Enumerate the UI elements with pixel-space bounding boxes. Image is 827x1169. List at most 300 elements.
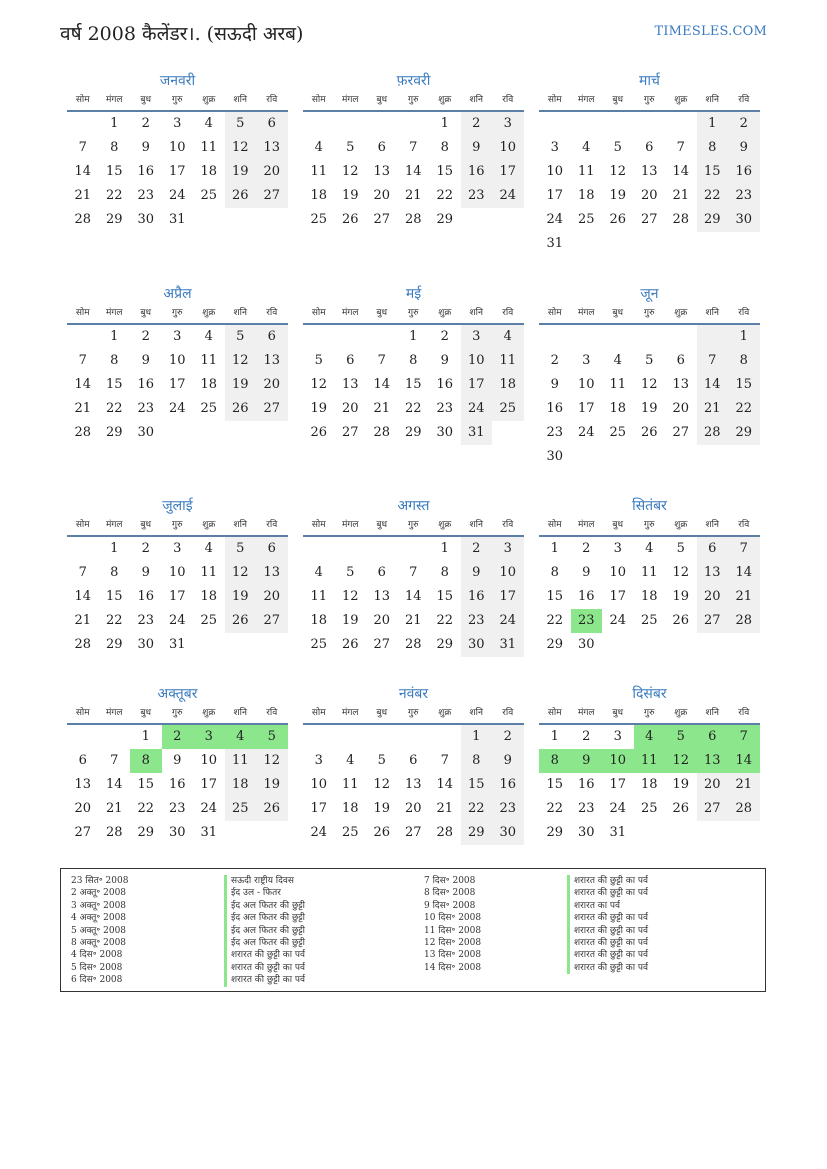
- day-cell[interactable]: 30: [168, 825, 186, 840]
- day-cell[interactable]: 2: [550, 353, 559, 368]
- day-cell[interactable]: 21: [672, 188, 690, 203]
- day-cell[interactable]: 17: [461, 373, 493, 397]
- day-cell[interactable]: 31: [168, 637, 186, 652]
- day-cell[interactable]: 25: [200, 613, 218, 628]
- day-cell[interactable]: 24: [200, 801, 218, 816]
- day-cell[interactable]: 21: [74, 188, 92, 203]
- day-cell[interactable]: 16: [137, 377, 155, 392]
- day-cell[interactable]: 17: [168, 377, 186, 392]
- day-cell[interactable]: 12: [672, 565, 690, 580]
- day-cell[interactable]: 15: [436, 589, 454, 604]
- day-cell[interactable]: 21: [728, 773, 760, 797]
- day-cell[interactable]: 20: [256, 160, 288, 184]
- day-cell[interactable]: 10: [168, 565, 186, 580]
- day-cell[interactable]: 6: [409, 753, 418, 768]
- day-cell[interactable]: 17: [168, 164, 186, 179]
- day-cell[interactable]: 29: [137, 825, 155, 840]
- day-cell[interactable]: 26: [341, 637, 359, 652]
- day-cell[interactable]: 27: [74, 825, 92, 840]
- day-cell[interactable]: 14: [373, 377, 391, 392]
- day-cell[interactable]: 20: [672, 401, 690, 416]
- day-cell[interactable]: 18: [640, 589, 658, 604]
- day-cell[interactable]: 9: [550, 377, 559, 392]
- day-cell[interactable]: 7: [676, 140, 685, 155]
- day-cell[interactable]: 15: [436, 164, 454, 179]
- day-cell[interactable]: 17: [492, 160, 524, 184]
- day-cell[interactable]: 13: [341, 377, 359, 392]
- day-cell[interactable]: 19: [640, 401, 658, 416]
- day-cell[interactable]: 20: [404, 801, 422, 816]
- day-cell[interactable]: 8: [728, 349, 760, 373]
- day-cell[interactable]: 5: [225, 112, 257, 136]
- day-cell[interactable]: 24: [168, 613, 186, 628]
- day-cell[interactable]: 18: [200, 164, 218, 179]
- day-cell[interactable]: 1: [409, 329, 418, 344]
- day-cell[interactable]: 3: [173, 541, 182, 556]
- day-cell[interactable]: 29: [461, 821, 493, 845]
- day-cell[interactable]: 8: [539, 749, 571, 773]
- day-cell[interactable]: 7: [697, 349, 729, 373]
- day-cell[interactable]: 2: [162, 725, 194, 749]
- day-cell[interactable]: 19: [373, 801, 391, 816]
- day-cell[interactable]: 28: [404, 212, 422, 227]
- day-cell[interactable]: 30: [492, 821, 524, 845]
- day-cell[interactable]: 11: [492, 349, 524, 373]
- day-cell[interactable]: 8: [550, 565, 559, 580]
- day-cell[interactable]: 1: [110, 541, 119, 556]
- day-cell[interactable]: 29: [105, 212, 123, 227]
- day-cell[interactable]: 10: [577, 377, 595, 392]
- day-cell[interactable]: 21: [697, 397, 729, 421]
- day-cell[interactable]: 27: [404, 825, 422, 840]
- day-cell[interactable]: 8: [130, 749, 162, 773]
- day-cell[interactable]: 15: [404, 377, 422, 392]
- day-cell[interactable]: 21: [404, 613, 422, 628]
- day-cell[interactable]: 27: [256, 397, 288, 421]
- day-cell[interactable]: 23: [137, 188, 155, 203]
- day-cell[interactable]: 2: [582, 729, 591, 744]
- day-cell[interactable]: 11: [634, 749, 666, 773]
- day-cell[interactable]: 26: [373, 825, 391, 840]
- day-cell[interactable]: 11: [577, 164, 595, 179]
- day-cell[interactable]: 15: [105, 377, 123, 392]
- day-cell[interactable]: 14: [728, 561, 760, 585]
- day-cell[interactable]: 26: [310, 425, 328, 440]
- day-cell[interactable]: 24: [577, 425, 595, 440]
- day-cell[interactable]: 1: [461, 725, 493, 749]
- day-cell[interactable]: 14: [404, 164, 422, 179]
- day-cell[interactable]: 22: [546, 801, 564, 816]
- day-cell[interactable]: 23: [461, 609, 493, 633]
- day-cell[interactable]: 7: [728, 725, 760, 749]
- day-cell[interactable]: 10: [461, 349, 493, 373]
- day-cell[interactable]: 30: [436, 425, 454, 440]
- day-cell[interactable]: 29: [546, 825, 564, 840]
- day-cell[interactable]: 19: [341, 188, 359, 203]
- day-cell[interactable]: 27: [256, 184, 288, 208]
- day-cell[interactable]: 21: [728, 585, 760, 609]
- day-cell[interactable]: 25: [310, 637, 328, 652]
- day-cell[interactable]: 9: [141, 353, 150, 368]
- day-cell[interactable]: 19: [256, 773, 288, 797]
- day-cell[interactable]: 12: [225, 136, 257, 160]
- day-cell[interactable]: 8: [110, 565, 119, 580]
- day-cell[interactable]: 14: [436, 777, 454, 792]
- day-cell[interactable]: 10: [492, 561, 524, 585]
- day-cell[interactable]: 24: [492, 184, 524, 208]
- day-cell[interactable]: 4: [225, 725, 257, 749]
- day-cell[interactable]: 25: [609, 425, 627, 440]
- day-cell[interactable]: 31: [546, 236, 564, 251]
- day-cell[interactable]: 10: [310, 777, 328, 792]
- day-cell[interactable]: 31: [492, 633, 524, 657]
- day-cell[interactable]: 10: [200, 753, 218, 768]
- day-cell[interactable]: 24: [546, 212, 564, 227]
- day-cell[interactable]: 4: [204, 329, 213, 344]
- day-cell[interactable]: 6: [377, 565, 386, 580]
- day-cell[interactable]: 27: [373, 212, 391, 227]
- day-cell[interactable]: 21: [105, 801, 123, 816]
- day-cell[interactable]: 18: [609, 401, 627, 416]
- day-cell[interactable]: 5: [256, 725, 288, 749]
- day-cell[interactable]: 18: [310, 613, 328, 628]
- day-cell[interactable]: 23: [546, 425, 564, 440]
- day-cell[interactable]: 8: [409, 353, 418, 368]
- day-cell[interactable]: 3: [582, 353, 591, 368]
- day-cell[interactable]: 6: [697, 725, 729, 749]
- day-cell[interactable]: 31: [200, 825, 218, 840]
- day-cell[interactable]: 7: [78, 353, 87, 368]
- day-cell[interactable]: 7: [409, 140, 418, 155]
- day-cell[interactable]: 20: [341, 401, 359, 416]
- day-cell[interactable]: 15: [697, 160, 729, 184]
- day-cell[interactable]: 6: [697, 537, 729, 561]
- day-cell[interactable]: 22: [546, 613, 564, 628]
- day-cell[interactable]: 25: [200, 188, 218, 203]
- day-cell[interactable]: 19: [225, 585, 257, 609]
- day-cell[interactable]: 23: [137, 401, 155, 416]
- day-cell[interactable]: 13: [256, 349, 288, 373]
- day-cell[interactable]: 11: [200, 140, 218, 155]
- day-cell[interactable]: 27: [640, 212, 658, 227]
- day-cell[interactable]: 10: [546, 164, 564, 179]
- day-cell[interactable]: 20: [697, 585, 729, 609]
- day-cell[interactable]: 22: [728, 397, 760, 421]
- day-cell[interactable]: 29: [105, 425, 123, 440]
- day-cell[interactable]: 14: [105, 777, 123, 792]
- day-cell[interactable]: 14: [74, 589, 92, 604]
- day-cell[interactable]: 30: [577, 637, 595, 652]
- day-cell[interactable]: 17: [546, 188, 564, 203]
- day-cell[interactable]: 13: [640, 164, 658, 179]
- day-cell[interactable]: 24: [310, 825, 328, 840]
- day-cell[interactable]: 27: [672, 425, 690, 440]
- day-cell[interactable]: 28: [728, 609, 760, 633]
- day-cell[interactable]: 21: [74, 613, 92, 628]
- day-cell[interactable]: 10: [602, 749, 634, 773]
- day-cell[interactable]: 19: [672, 589, 690, 604]
- day-cell[interactable]: 26: [672, 801, 690, 816]
- day-cell[interactable]: 30: [546, 449, 564, 464]
- day-cell[interactable]: 14: [74, 377, 92, 392]
- day-cell[interactable]: 18: [225, 773, 257, 797]
- day-cell[interactable]: 4: [314, 565, 323, 580]
- day-cell[interactable]: 13: [697, 561, 729, 585]
- day-cell[interactable]: 4: [613, 353, 622, 368]
- day-cell[interactable]: 3: [193, 725, 225, 749]
- day-cell[interactable]: 24: [168, 401, 186, 416]
- day-cell[interactable]: 28: [74, 212, 92, 227]
- day-cell[interactable]: 26: [609, 212, 627, 227]
- day-cell[interactable]: 20: [640, 188, 658, 203]
- day-cell[interactable]: 29: [404, 425, 422, 440]
- day-cell[interactable]: 2: [461, 112, 493, 136]
- day-cell[interactable]: 26: [672, 613, 690, 628]
- day-cell[interactable]: 3: [461, 325, 493, 349]
- day-cell[interactable]: 26: [256, 797, 288, 821]
- day-cell[interactable]: 6: [78, 753, 87, 768]
- day-cell[interactable]: 12: [373, 777, 391, 792]
- day-cell[interactable]: 14: [728, 749, 760, 773]
- day-cell[interactable]: 14: [697, 373, 729, 397]
- day-cell[interactable]: 15: [137, 777, 155, 792]
- day-cell[interactable]: 5: [665, 725, 697, 749]
- day-cell[interactable]: 12: [665, 749, 697, 773]
- day-cell[interactable]: 28: [74, 425, 92, 440]
- day-cell[interactable]: 24: [461, 397, 493, 421]
- day-cell[interactable]: 13: [373, 589, 391, 604]
- day-cell[interactable]: 1: [697, 112, 729, 136]
- day-cell[interactable]: 17: [168, 589, 186, 604]
- day-cell[interactable]: 18: [341, 801, 359, 816]
- day-cell[interactable]: 13: [373, 164, 391, 179]
- day-cell[interactable]: 18: [200, 377, 218, 392]
- day-cell[interactable]: 4: [492, 325, 524, 349]
- day-cell[interactable]: 9: [173, 753, 182, 768]
- day-cell[interactable]: 26: [640, 425, 658, 440]
- day-cell[interactable]: 16: [546, 401, 564, 416]
- day-cell[interactable]: 3: [314, 753, 323, 768]
- day-cell[interactable]: 22: [105, 401, 123, 416]
- day-cell[interactable]: 9: [141, 140, 150, 155]
- day-cell[interactable]: 25: [640, 613, 658, 628]
- day-cell[interactable]: 9: [582, 565, 591, 580]
- day-cell[interactable]: 27: [256, 609, 288, 633]
- day-cell[interactable]: 26: [225, 184, 257, 208]
- day-cell[interactable]: 23: [436, 401, 454, 416]
- day-cell[interactable]: 12: [341, 589, 359, 604]
- day-cell[interactable]: 20: [373, 188, 391, 203]
- day-cell[interactable]: 19: [609, 188, 627, 203]
- day-cell[interactable]: 4: [204, 541, 213, 556]
- day-cell[interactable]: 12: [310, 377, 328, 392]
- day-cell[interactable]: 28: [404, 637, 422, 652]
- day-cell[interactable]: 5: [645, 353, 654, 368]
- day-cell[interactable]: 11: [200, 565, 218, 580]
- day-cell[interactable]: 5: [346, 140, 355, 155]
- day-cell[interactable]: 12: [341, 164, 359, 179]
- day-cell[interactable]: 12: [640, 377, 658, 392]
- day-cell[interactable]: 1: [110, 116, 119, 131]
- day-cell[interactable]: 8: [461, 749, 493, 773]
- day-cell[interactable]: 2: [461, 537, 493, 561]
- day-cell[interactable]: 6: [256, 537, 288, 561]
- day-cell[interactable]: 28: [436, 825, 454, 840]
- day-cell[interactable]: 1: [440, 541, 449, 556]
- day-cell[interactable]: 19: [225, 373, 257, 397]
- day-cell[interactable]: 12: [256, 749, 288, 773]
- day-cell[interactable]: 16: [461, 585, 493, 609]
- day-cell[interactable]: 30: [577, 825, 595, 840]
- day-cell[interactable]: 10: [168, 353, 186, 368]
- day-cell[interactable]: 8: [440, 140, 449, 155]
- day-cell[interactable]: 11: [310, 589, 328, 604]
- day-cell[interactable]: 22: [137, 801, 155, 816]
- day-cell[interactable]: 4: [314, 140, 323, 155]
- day-cell[interactable]: 29: [728, 421, 760, 445]
- day-cell[interactable]: 12: [225, 561, 257, 585]
- day-cell[interactable]: 25: [200, 401, 218, 416]
- day-cell[interactable]: 31: [609, 825, 627, 840]
- day-cell[interactable]: 22: [697, 184, 729, 208]
- day-cell[interactable]: 5: [225, 325, 257, 349]
- day-cell[interactable]: 25: [225, 797, 257, 821]
- day-cell[interactable]: 7: [110, 753, 119, 768]
- day-cell[interactable]: 5: [613, 140, 622, 155]
- day-cell[interactable]: 15: [546, 589, 564, 604]
- day-cell[interactable]: 24: [492, 609, 524, 633]
- day-cell[interactable]: 28: [728, 797, 760, 821]
- day-cell[interactable]: 2: [141, 116, 150, 131]
- day-cell[interactable]: 31: [168, 212, 186, 227]
- day-cell[interactable]: 12: [609, 164, 627, 179]
- day-cell[interactable]: 6: [256, 112, 288, 136]
- day-cell[interactable]: 3: [492, 537, 524, 561]
- day-cell[interactable]: 16: [168, 777, 186, 792]
- day-cell[interactable]: 17: [200, 777, 218, 792]
- day-cell[interactable]: 8: [697, 136, 729, 160]
- day-cell[interactable]: 21: [404, 188, 422, 203]
- day-cell[interactable]: 4: [582, 140, 591, 155]
- day-cell[interactable]: 3: [613, 729, 622, 744]
- day-cell[interactable]: 20: [256, 585, 288, 609]
- day-cell[interactable]: 12: [225, 349, 257, 373]
- day-cell[interactable]: 8: [440, 565, 449, 580]
- day-cell[interactable]: 29: [436, 212, 454, 227]
- day-cell[interactable]: 2: [582, 541, 591, 556]
- day-cell[interactable]: 29: [105, 637, 123, 652]
- day-cell[interactable]: 23: [137, 613, 155, 628]
- day-cell[interactable]: 13: [256, 561, 288, 585]
- day-cell[interactable]: 7: [78, 565, 87, 580]
- day-cell[interactable]: 18: [492, 373, 524, 397]
- day-cell[interactable]: 18: [577, 188, 595, 203]
- day-cell[interactable]: 5: [225, 537, 257, 561]
- day-cell[interactable]: 16: [577, 589, 595, 604]
- day-cell[interactable]: 15: [728, 373, 760, 397]
- day-cell[interactable]: 20: [74, 801, 92, 816]
- day-cell[interactable]: 2: [440, 329, 449, 344]
- day-cell[interactable]: 23: [168, 801, 186, 816]
- day-cell[interactable]: 6: [676, 353, 685, 368]
- day-cell[interactable]: 17: [492, 585, 524, 609]
- day-cell[interactable]: 24: [609, 801, 627, 816]
- day-cell[interactable]: 24: [168, 188, 186, 203]
- day-cell[interactable]: 19: [672, 777, 690, 792]
- day-cell[interactable]: 4: [204, 116, 213, 131]
- day-cell[interactable]: 7: [440, 753, 449, 768]
- day-cell[interactable]: 2: [141, 541, 150, 556]
- day-cell[interactable]: 28: [697, 421, 729, 445]
- day-cell[interactable]: 20: [697, 773, 729, 797]
- day-cell[interactable]: 15: [105, 589, 123, 604]
- day-cell[interactable]: 25: [640, 801, 658, 816]
- day-cell[interactable]: 28: [672, 212, 690, 227]
- day-cell[interactable]: 2: [141, 329, 150, 344]
- day-cell[interactable]: 4: [634, 725, 666, 749]
- day-cell[interactable]: 1: [110, 329, 119, 344]
- day-cell[interactable]: 7: [409, 565, 418, 580]
- day-cell[interactable]: 5: [377, 753, 386, 768]
- day-cell[interactable]: 3: [492, 112, 524, 136]
- day-cell[interactable]: 16: [492, 773, 524, 797]
- day-cell[interactable]: 13: [74, 777, 92, 792]
- day-cell[interactable]: 3: [550, 140, 559, 155]
- day-cell[interactable]: 30: [461, 633, 493, 657]
- day-cell[interactable]: 22: [105, 188, 123, 203]
- day-cell[interactable]: 30: [137, 637, 155, 652]
- day-cell[interactable]: 26: [225, 397, 257, 421]
- day-cell[interactable]: 21: [436, 801, 454, 816]
- day-cell[interactable]: 17: [609, 589, 627, 604]
- day-cell[interactable]: 14: [404, 589, 422, 604]
- day-cell[interactable]: 4: [645, 541, 654, 556]
- day-cell[interactable]: 22: [436, 188, 454, 203]
- day-cell[interactable]: 15: [461, 773, 493, 797]
- day-cell[interactable]: 22: [404, 401, 422, 416]
- day-cell[interactable]: 9: [440, 353, 449, 368]
- day-cell[interactable]: 9: [141, 565, 150, 580]
- day-cell[interactable]: 20: [373, 613, 391, 628]
- day-cell[interactable]: 13: [672, 377, 690, 392]
- day-cell[interactable]: 29: [697, 208, 729, 232]
- day-cell[interactable]: 16: [436, 377, 454, 392]
- day-cell[interactable]: 3: [173, 116, 182, 131]
- day-cell[interactable]: 22: [436, 613, 454, 628]
- day-cell[interactable]: 28: [74, 637, 92, 652]
- day-cell[interactable]: 7: [78, 140, 87, 155]
- day-cell[interactable]: 5: [676, 541, 685, 556]
- day-cell[interactable]: 21: [373, 401, 391, 416]
- day-cell[interactable]: 14: [74, 164, 92, 179]
- day-cell[interactable]: 11: [200, 353, 218, 368]
- day-cell[interactable]: 4: [346, 753, 355, 768]
- day-cell[interactable]: 10: [168, 140, 186, 155]
- day-cell[interactable]: 5: [346, 565, 355, 580]
- day-cell[interactable]: 19: [341, 613, 359, 628]
- day-cell[interactable]: 22: [461, 797, 493, 821]
- day-cell[interactable]: 30: [728, 208, 760, 232]
- day-cell[interactable]: 28: [373, 425, 391, 440]
- day-cell[interactable]: 16: [461, 160, 493, 184]
- day-cell[interactable]: 6: [645, 140, 654, 155]
- day-cell[interactable]: 2: [492, 725, 524, 749]
- day-cell[interactable]: 3: [613, 541, 622, 556]
- day-cell[interactable]: 9: [461, 561, 493, 585]
- day-cell[interactable]: 13: [697, 749, 729, 773]
- day-cell[interactable]: 9: [461, 136, 493, 160]
- day-cell[interactable]: 24: [609, 613, 627, 628]
